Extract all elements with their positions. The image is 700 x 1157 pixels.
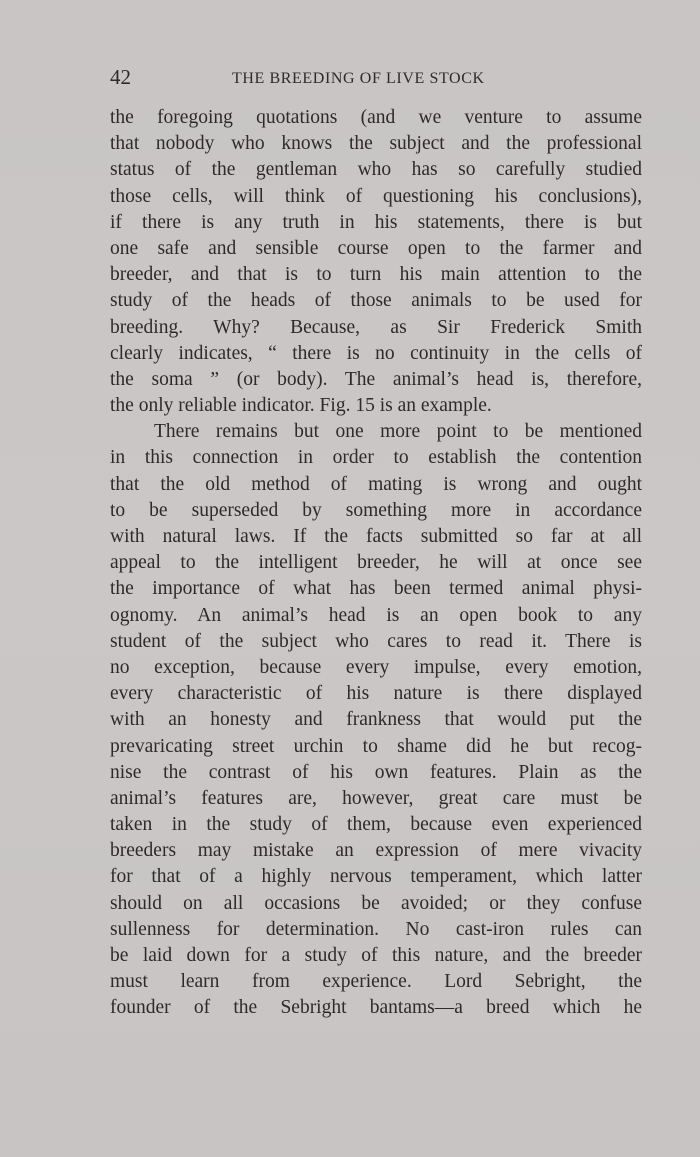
text-line: for that of a highly nervous temperament, which latter bbox=[110, 866, 642, 888]
text-line: must learn from experience. Lord Sebright, the bbox=[110, 971, 642, 993]
text-line: with natural laws. If the facts submitted so far at all bbox=[110, 526, 642, 547]
text-line: study of the heads of those animals to be used for bbox=[110, 290, 642, 312]
text-line: every characteristic of his nature is there displayed bbox=[110, 683, 642, 705]
text-line: should on all occasions be avoided; or they confuse bbox=[110, 892, 642, 914]
text-line: status of the gentleman who has so carefully studied bbox=[110, 159, 642, 181]
text-line: the foregoing quotations (and we venture to assume bbox=[110, 107, 642, 128]
text-line: that nobody who knows the subject and the professional bbox=[110, 133, 642, 155]
text-line: one safe and sensible course open to the farmer and bbox=[110, 237, 642, 259]
text-line: in this connection in order to establish the contention bbox=[110, 447, 642, 469]
text-line: taken in the study of them, because even experienced bbox=[110, 814, 642, 836]
text-line: nise the contrast of his own features. Plain as the bbox=[110, 761, 642, 783]
text-line: that the old method of mating is wrong and ought bbox=[110, 473, 642, 495]
text-line: the only reliable indicator. Fig. 15 is an example. bbox=[110, 395, 492, 417]
running-head: THE BREEDING OF LIVE STOCK bbox=[232, 70, 485, 87]
text-line: be laid down for a study of this nature, and the breeder bbox=[110, 945, 642, 966]
body-text bbox=[110, 105, 642, 1022]
text-line: the importance of what has been termed animal physi- bbox=[110, 578, 642, 600]
text-line: no exception, because every impulse, every emotion, bbox=[110, 656, 642, 678]
text-line: clearly indicates, “ there is no continuity in the cells of bbox=[110, 342, 642, 364]
text-line: breeders may mistake an expression of mere vivacity bbox=[110, 840, 642, 862]
text-line: if there is any truth in his statements, there is but bbox=[110, 211, 642, 233]
text-line: those cells, will think of questioning his conclusions), bbox=[110, 185, 642, 207]
text-line: student of the subject who cares to read it. There is bbox=[110, 630, 642, 652]
text-line: animal’s features are, however, great care must be bbox=[110, 787, 642, 809]
text-line: to be superseded by something more in accordance bbox=[110, 499, 642, 521]
text-line: breeding. Why? Because, as Sir Frederick Smith bbox=[110, 316, 642, 338]
text-line: appeal to the intelligent breeder, he will at once see bbox=[110, 552, 642, 574]
text-line: prevaricating street urchin to shame did he but recog- bbox=[110, 735, 642, 757]
text-line: founder of the Sebright bantams—a breed which he bbox=[110, 997, 642, 1019]
page-number: 42 bbox=[110, 65, 131, 89]
text-line: the soma ” (or body). The animal’s head is, therefore, bbox=[110, 368, 642, 390]
text-line: breeder, and that is to turn his main attention to the bbox=[110, 264, 642, 286]
page-header bbox=[110, 64, 642, 90]
text-line: There remains but one more point to be mentioned bbox=[154, 421, 642, 443]
text-line: sullenness for determination. No cast-iron rules can bbox=[110, 918, 642, 940]
text-line: ognomy. An animal’s head is an open book to any bbox=[110, 604, 642, 626]
text-line: with an honesty and frankness that would put the bbox=[110, 709, 642, 731]
